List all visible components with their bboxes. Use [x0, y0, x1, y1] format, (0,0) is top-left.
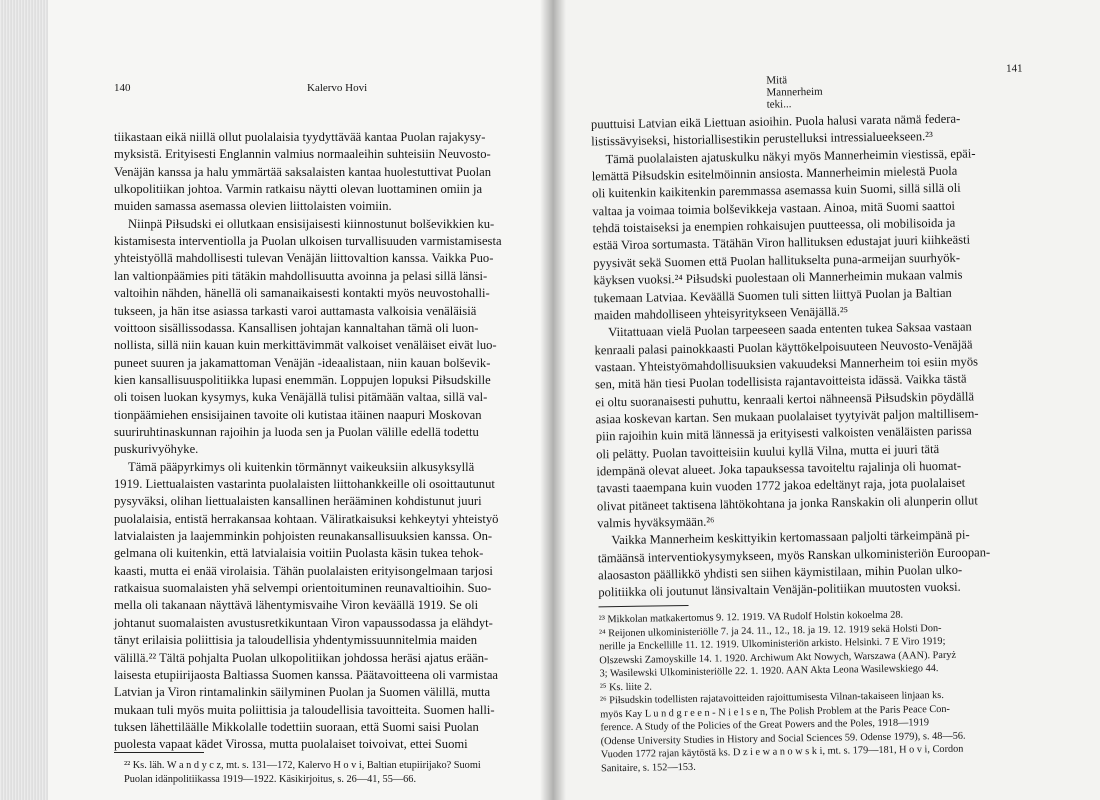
text-line: puuttuisi Latvian eikä Liettuan asioihin. Puola halusi varata nämä federa- [590, 111, 961, 132]
text-line: asiaa koskevan kartan. Sen mukaan puolalaiset tyytyivät paljon maltillisem- [595, 406, 979, 427]
page-number: 140 [114, 82, 131, 94]
footnote-line: ²⁵ Ks. liite 2. [599, 681, 653, 693]
text-line: yhteistyöllä mahdollisesti tulevan Venäjän liittovaltion kanssa. Vaikka Puo- [114, 251, 494, 266]
text-line: tionpäämiehen ensisijainen tavoite oli kutistaa itäinen naapuri Moskovan [114, 407, 482, 422]
text-line: valmis hyväksymään.²⁶ [597, 514, 715, 531]
text-line: lan valtionpäämies piti tätäkin mahdollisuutta avoinna ja pelasi sillä länsi- [114, 268, 488, 283]
book-gutter [540, 0, 566, 800]
text-line: oli toisen luokan kysymys, kuka Venäjällä tulisi pitämään valtaa, sillä val- [114, 390, 488, 405]
text-line: vastaan. Yhteistyömahdollisuuksien vakuudeksi Mannerheim toi esiin myös [594, 354, 979, 375]
footnote-line: ²⁴ Reijonen ulkoministeriölle 7. ja 24. 11., 12., 18. ja 19. 12. 1919 sekä Holsti Don- [598, 622, 942, 639]
text-line: oli pelätty. Puolan tavoitteisiin kuului kyllä Vilna, mutta ei juuri tätä [596, 441, 940, 462]
text-line: kenraali palasi painokkaasti Puolan käyttökelpoisuuteen Neuvosto-Venäjää [594, 337, 973, 357]
footnote-line: ²² Ks. läh. W a n d y c z, mt. s. 131—172, Kalervo H o v i, Baltian etupiirijako? Suomi [124, 760, 481, 771]
text-line: tämäänsä interventiokysymykseen, myös Ranskan ulkoministeriön Euroopan- [597, 544, 991, 566]
text-line: valtoihin nähden, hänellä oli samanaikaisesti kontakti myös neuvostohalli- [114, 286, 490, 301]
text-line: gelmana oli kuitenkin, että latvialaisia voitiin Puolasta käsin tukea tehok- [114, 546, 484, 561]
text-line: pyysivät sekä Suomen että Puolan hallitukselta puna-armeijan suurhyök- [593, 250, 961, 271]
text-line: mella oli takanaan näyttävä lähentymisvaihe Viron keväällä 1919. Se oli [114, 598, 479, 613]
text-line: ratkaisua suomalaisten yhä selvempi orientoituminen reunavaltioihin. Suo- [114, 581, 492, 596]
footnote-line: 3; Wasilewski Ulkoministeriölle 22. 1. 1920. AAN Akta Leona Wasilewskiego 44. [599, 663, 939, 680]
text-line: ulkopolitiikan johtoa. Varmin ratkaisu näytti olevan luottaminen omiin ja [114, 182, 483, 197]
running-head: Kalervo Hovi [307, 82, 368, 94]
text-line: estää Viroa sortumasta. Tätähän Viron hallituksen edustajat juuri kiihkeästi [592, 232, 971, 253]
text-line: Tämä puolalaisten ajatuskulku näkyi myös Mannerheimin viestissä, epäi- [605, 146, 976, 166]
text-line: laisesta etupiirijaosta Baltiassa Suomen kanssa. Päätavoitteena oli varmistaa [114, 667, 499, 682]
text-line: valtaa ja voimaa toimia bolševikkeja vastaan. Ainoa, mitä Suomi saattoi [592, 198, 956, 219]
text-line: idempänä olevat alueet. Joka tapauksessa tavoiteltu rajalinja oli huomat- [596, 458, 962, 479]
text-line: kien kansallisuuspolitiikka lupasi enemmän. Loppujen lopuksi Piłsudskille [114, 372, 491, 387]
text-line: alaosaston päällikkö yhdisti sen siihen käymistilaan, mihin Puolan ulko- [597, 562, 963, 583]
text-line: maiden mahdolliseen yhteisyritykseen Venäjällä.²⁵ [593, 304, 849, 323]
right-page [553, 0, 1100, 800]
footnote-line: Sanitaire, s. 152—153. [600, 761, 696, 774]
text-line: Venäjän kanssa ja halu ymmärtää saksalaisten kantaa huolestuttivat Puolan [114, 164, 492, 179]
text-line: puneet suuren ja jakamattoman Venäjän -ideaalistaan, niin kauan bolševik- [114, 355, 491, 370]
text-line: Tämä pääpyrkimys oli kuitenkin törmännyt vaikeuksiin alkusyksyllä [128, 459, 475, 474]
text-line: tiikastaan eikä niillä ollut puolalaisia tyydyttävää kantaa Puolan rajakysy- [114, 130, 486, 144]
text-line: Vaikka Mannerheim keskittyikin kertomassaan paljolti tärkeimpänä pi- [611, 527, 970, 548]
text-line: tukseen, ja hän itse asiassa tarkasti varoi auttamasta valkoisia venäläisiä [114, 303, 477, 318]
text-line: suuriruhtinaskunnan rajoihin ja luoda sen ja Puolan välille edellä todettu [114, 424, 479, 439]
footnote-line: ²⁶ Piłsudskin todellisten rajatavoitteiden rajoittumisesta Vilnan-takaiseen linjaan ks. [599, 689, 944, 707]
footnote-line: nerille ja Enckellille 11. 12. 1919. Ulkoministeriön arkisto. Helsinki. 7 E Viro 1919; [599, 635, 946, 653]
text-line: puolalaisia, entistä herrakansaa kohtaan. Väliratkaisuksi kehkeytyi yhteistyö [114, 511, 499, 526]
text-line: puolesta vapaat kädet Virossa, mutta puolalaiset toivoivat, ettei Suomi [114, 737, 468, 752]
footnote-line: myös Kay L u n d g r e e n - N i e l s e n, The Polish Problem at the Paris Peace Con- [600, 703, 951, 720]
footnote-rule [114, 752, 204, 753]
text-line: pysyväksi, olihan liettualaisten kansallinen herääminen kohdistunut juuri [114, 494, 482, 509]
page-number: 141 [1006, 62, 1023, 75]
text-line: politiikka oli joutunut länsivaltain Venäjän-politiikan muutosten vuoksi. [598, 580, 961, 600]
page-edges [0, 0, 48, 800]
text-line: tukemaan Latviaa. Keväällä Suomen tuli sitten liittyä Puolan ja Baltian [593, 285, 952, 305]
footnote-line: Olszewski Zamoyskille 14. 1. 1920. Archiwum Akt Nowych, Warszawa (AAN). Paryż [599, 649, 957, 666]
left-page [48, 0, 553, 800]
text-line: piin rajoihin kuin mitä lännessä ja erityisesti valkoisten venäläisten parissa [595, 423, 972, 444]
footnote-line: Puolan idänpolitiikassa 1919—1922. Käsikirjoitus, s. 26—41, 55—66. [124, 774, 417, 785]
text-line: välillä.²² Tältä pohjalta Puolan ulkopolitiikan johdossa heräsi ajatus erään- [114, 650, 489, 665]
text-line: muiden samassa asemassa olevien liittolaisten voimiin. [114, 199, 392, 214]
text-line: kaasti, mutta ei enää virolaisia. Tähän puolalaisten erityisongelmaan tarjosi [114, 563, 493, 578]
text-line: tavasti taaempana kuin vuoden 1772 jakoa edeltänyt raja, jota puolalaiset [596, 475, 966, 496]
text-line: lemättä Piłsudskin esitelmöinnin ansiosta. Mannerheimin mielestä Puola [591, 163, 958, 184]
footnote-line: (Odense University Studies in History and Social Sciences 59. Odense 1979), s. 48—56. [600, 730, 966, 747]
text-line: nollista, sillä niin kauan kuin merkittävimmät valkoiset venäläiset eivät luo- [114, 338, 497, 353]
text-line: käyksen vuoksi.²⁴ Piłsudski puolestaan oli Mannerheimin mukaan valmis [593, 267, 963, 288]
text-line: voittoon sisällissodassa. Kansallisen johtajan kannaltahan tämä oli luon- [114, 320, 479, 335]
text-line: puskurivyöhyke. [114, 442, 199, 457]
text-line: kistamisesta interventiolla ja Puolan ulkoisen turvallisuuden varmistamisesta [114, 234, 502, 249]
text-line: tuksen lähettiläälle Mikkolalle todettiin suoraan, että Suomi saisi Puolan [114, 719, 479, 734]
footnote-line: Vuoden 1772 rajan käytöstä ks. D z i e w a n o w s k i, mt. s. 179—181, H o v i, Cordon [600, 743, 964, 761]
text-line: mukaan tuli myös muita poliittisia ja taloudellisia tavoitteita. Suomen halli- [114, 702, 495, 717]
running-head: Mitä Mannerheim teki... [766, 74, 823, 111]
footnote-rule [599, 605, 689, 607]
text-line: tehdä toistaiseksi ja enempien rohkaisujen puutteessa, oli mobilisoida ja [592, 215, 956, 236]
text-line: johtanut suomalaisten avustusretkikuntaan Viron vapaussodassa ja elähdyt- [114, 615, 493, 630]
footnote-line: ²³ Mikkolan matkakertomus 9. 12. 1919. VA Rudolf Holstin kokoelma 28. [598, 609, 904, 626]
text-line: latvialaisten ja laajemminkin pohjoisten reunakansallisuuksien kanssa. On- [114, 529, 493, 544]
text-line: Latvian ja Viron rintamalinkin säilyminen Puolan ja Suomen välillä, mutta [114, 685, 491, 700]
text-line: oli kuitenkin kaikitenkin paremmassa asemassa kuin Suomi, sillä sillä oli [591, 181, 961, 201]
text-line: Niinpä Piłsudski ei ollutkaan ensisijaisesti kiinnostunut bolševikkien ku- [128, 216, 495, 231]
text-line: Viitattuaan vielä Puolan tarpeeseen saada ententen tukea Saksaa vastaan [608, 319, 972, 340]
text-line: 1919. Liettualaisten vastarinta puolalaisten liittohankkeille oli osoittautunut [114, 477, 495, 491]
text-line: ei oltu suoranaisesti puhuttu, kenraali kertoi nähneensä Piłsudskin pöydällä [595, 389, 975, 409]
text-line: myksistä. Erityisesti Englannin valmius normaaleihin suhteisiin Neuvosto- [114, 147, 491, 162]
footnote-line: ference. A Study of the Policies of the Great Powers and the Poles, 1918—1919 [600, 717, 930, 734]
text-line: listissävyiseksi, historiallisestikin perustelluksi intressialueekseen.²³ [591, 129, 933, 149]
text-line: sen, mitä hän tiesi Puolan todellisista rajantavoitteista idässä. Vaikka tästä [594, 371, 967, 392]
text-line: tänyt erilaisia poliittisia ja taloudellisia yhdentymissuunnitelmia maiden [114, 633, 478, 648]
text-line: olivat pitäneet taktisena lähtökohtana ja jonka Ranskakin oli alunperin ollut [596, 493, 978, 514]
